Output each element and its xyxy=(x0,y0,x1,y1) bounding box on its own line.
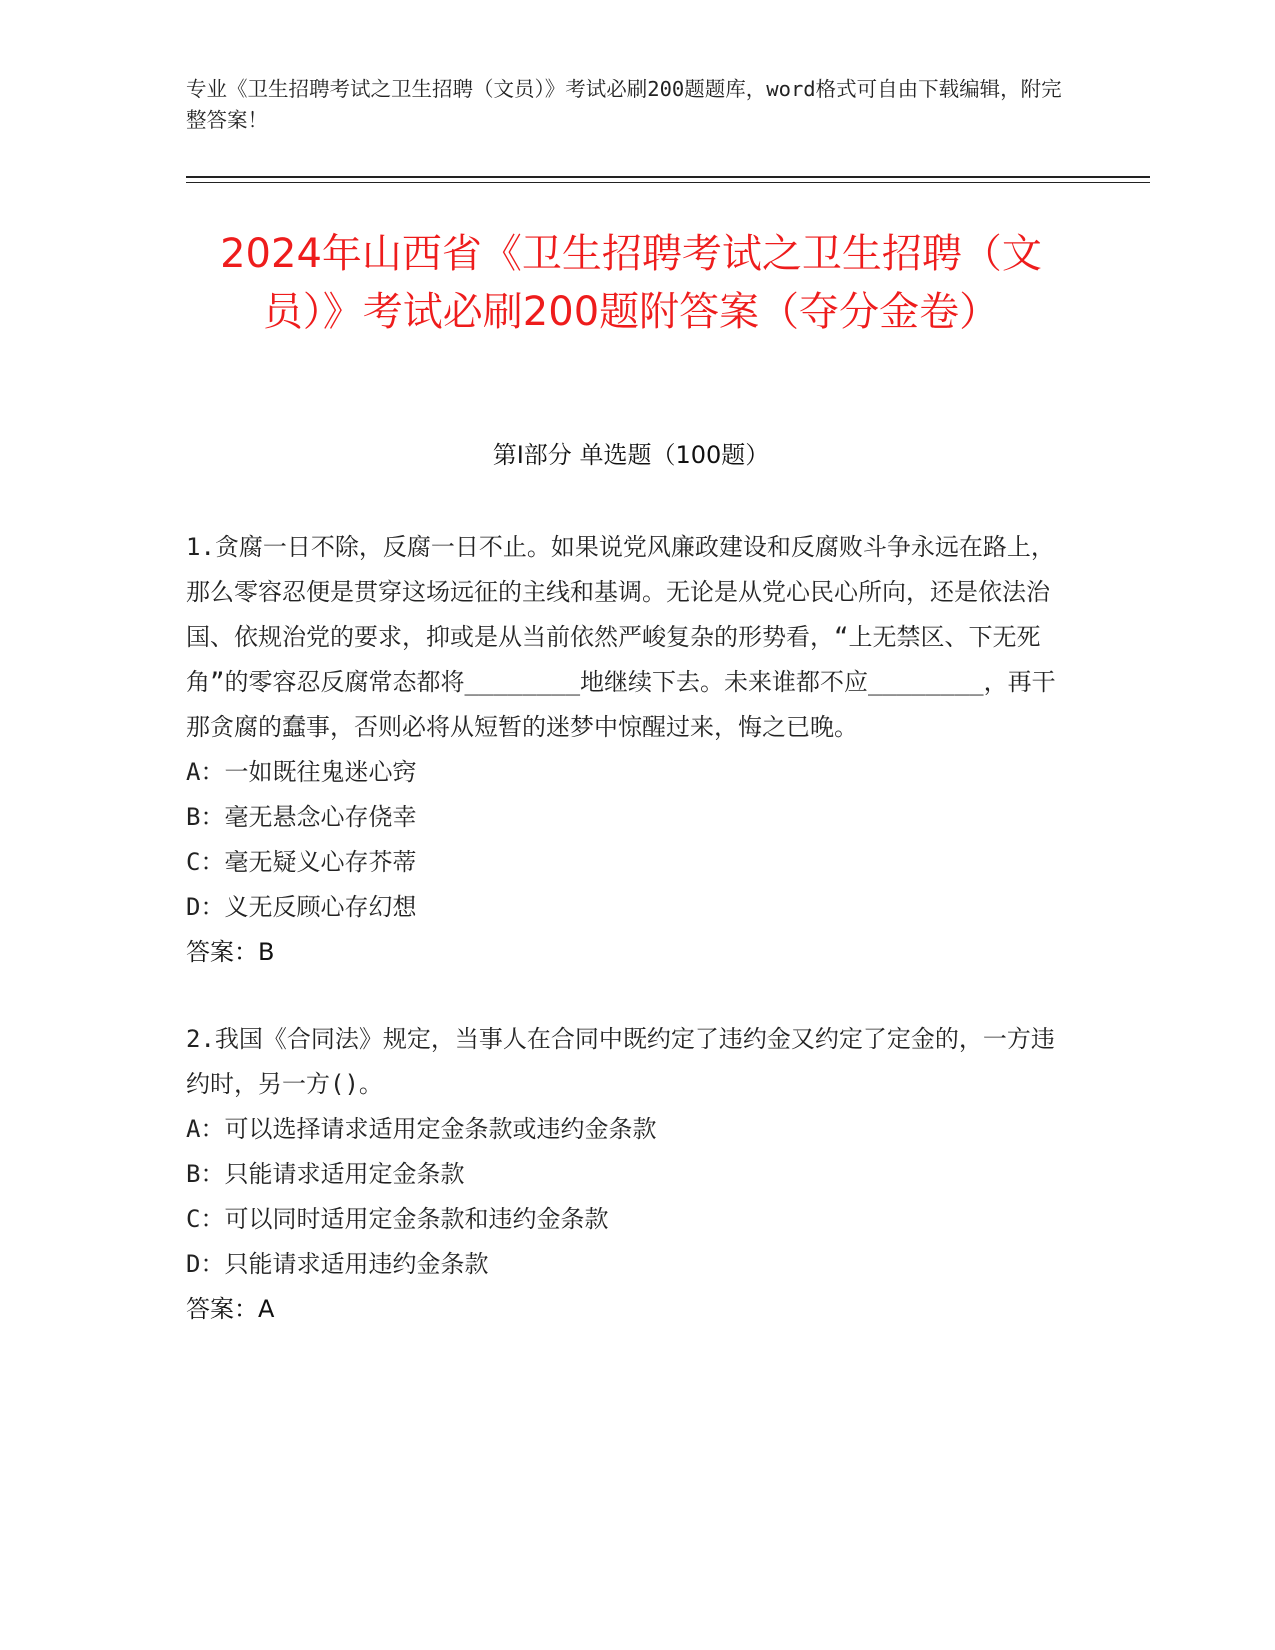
option-d: D：义无反顾心存幻想 xyxy=(186,893,417,921)
question-item xyxy=(186,525,1066,975)
header-rule-thin xyxy=(186,182,1150,183)
question-stem: 1.贪腐一日不除，反腐一日不止。如果说党风廉政建设和反腐败斗争永远在路上，那么零容忍便是贯穿这场远征的主线和基调。无论是从党心民心所向，还是依法治国、依规治党的要求，抑或是从当前依然严峻复杂的形势看，“上无禁区、下无死角”的零容忍反腐常态都将________地继续下去。未来谁都不应________，再干那贪腐的蠢事，否则必将从短暂的迷梦中惊醒过来，悔之已晚。 xyxy=(186,533,1056,741)
question-list xyxy=(186,525,1066,1374)
header-note: 专业《卫生招聘考试之卫生招聘（文员）》考试必刷200题题库，word格式可自由下载编辑，附完整答案！ xyxy=(186,77,1062,132)
question-stem: 2.我国《合同法》规定，当事人在合同中既约定了违约金又约定了定金的，一方违约时，另一方()。 xyxy=(186,1025,1055,1098)
header-rule-thick xyxy=(186,176,1150,178)
option-a: A：可以选择请求适用定金条款或违约金条款 xyxy=(186,1115,657,1143)
option-c: C：毫无疑义心存芥蒂 xyxy=(186,848,417,876)
answer-line: 答案：A xyxy=(186,1295,275,1323)
document-title: 2024年山西省《卫生招聘考试之卫生招聘（文员）》考试必刷200题附答案（夺分金卷） xyxy=(220,231,1042,335)
option-c: C：可以同时适用定金条款和违约金条款 xyxy=(186,1205,609,1233)
option-d: D：只能请求适用违约金条款 xyxy=(186,1250,489,1278)
option-b: B：毫无悬念心存侥幸 xyxy=(186,803,417,831)
option-b: B：只能请求适用定金条款 xyxy=(186,1160,465,1188)
option-a: A：一如既往鬼迷心窍 xyxy=(186,758,417,786)
answer-line: 答案：B xyxy=(186,938,275,966)
section-title: 第I部分 单选题（100题） xyxy=(492,441,770,469)
question-item xyxy=(186,1017,1066,1332)
